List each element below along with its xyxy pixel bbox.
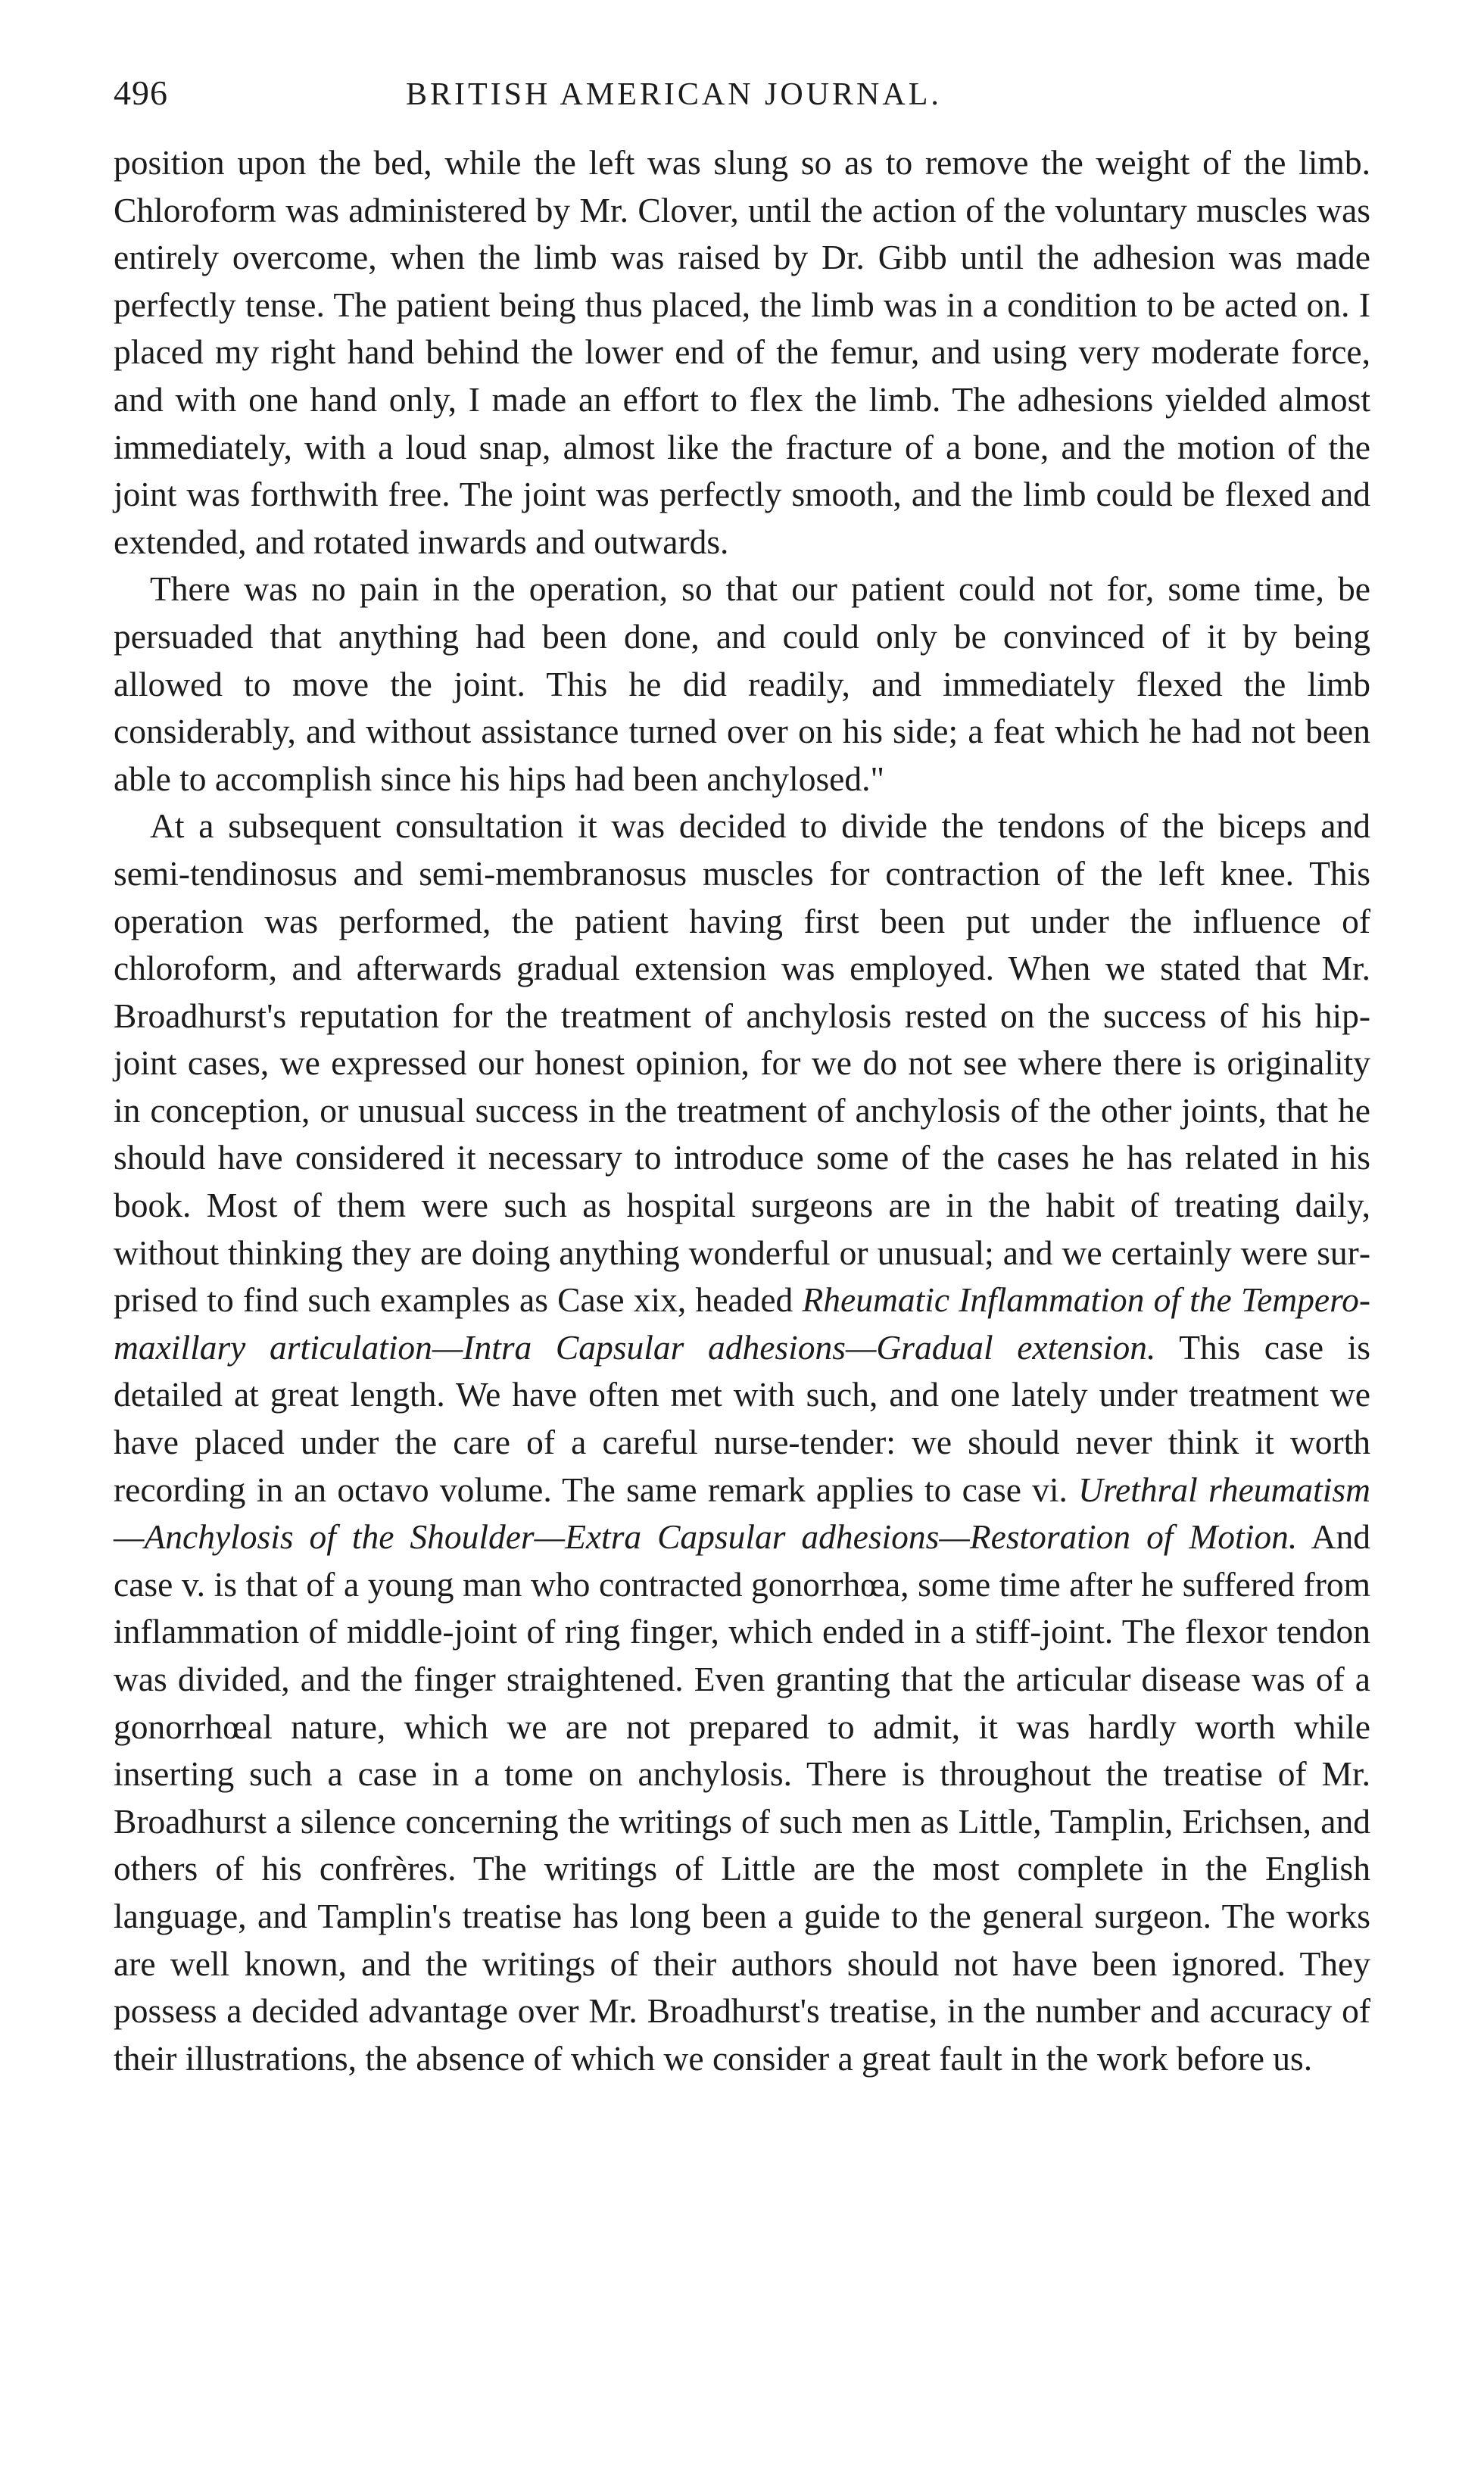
paragraph-3-text-b: This case is detailed at great length. We have often met with such, and one lately under treatment we have placed under the care of a careful nurse-tender: we should never think it worth recording in an octavo volume. The same remark applies to case vi. <box>114 1327 1370 1509</box>
running-head: BRITISH AMERICAN JOURNAL. <box>406 77 942 112</box>
paragraph-1: position upon the bed, while the left was slung so as to remove the weight of the limb. Chloroform was administered by Mr. Clover, until the action of the voluntary muscles was entirely overcome, when the limb was raised by Dr. Gibb until the adhesion was made perfectly tense. The patient being thus placed, the limb was in a condition to be acted on. I placed my right hand behind the lower end of the femur, and using very moderate force, and with one hand only, I made an effort to flex the limb. The adhesions yielded almost immediately, with a loud snap, almost like the fracture of a bone, and the motion of the joint was forthwith free. The joint was perfectly smooth, and the limb could be flexed and extended, and rotated inwards and outwards. <box>114 143 1370 561</box>
paragraph-2: There was no pain in the operation, so that our patient could not for, some time, be persuaded that anything had been done, and could only be convinced of it by being allowed to move the joint. This he did readily, and immediately flexed the limb considerably, and without assistance turned over on his side; a feat which he had not been able to accomplish since his hips had been anchylosed." <box>114 569 1370 798</box>
paragraph-3 <box>114 803 1370 2082</box>
article-body <box>114 139 1370 2082</box>
paragraph-3-text-a: At a subsequent consultation it was decided to divide the tendons of the biceps and semi-tendinosus and semi-membranosus muscles for contraction of the left knee. This operation was performed, the patient having first been put under the influence of chloroform, and afterwards gradual extension was employed. When we stated that Mr. Broadhurst's reputation for the treatment of anchylosis rested on the success of his hip-joint cases, we expressed our honest opinion, for we do not see where there is originality in conception, or unusual success in the treatment of anchylosis of the other joints, that he should have considered it necessary to introduce some of the cases he has related in his book. Most of them were such as hospital surgeons are in the habit of treating daily, without thinking they are doing anything wonderful or unusual; and we certainly were surprised to find such examples as Case xix, headed <box>114 806 1370 1320</box>
case-vi-title: Urethral rheumatism—Anchylosis of the Shoulder—Extra Capsular adhesions—Restoration of Motion. <box>114 1470 1371 1557</box>
paragraph-3-text-c: And case v. is that of a young man who contracted gonorrhœa, some time after he suffered from inflammation of middle-joint of ring finger, which ended in a stiff-joint. The flexor tendon was divided, and the finger straightened. Even granting that the articular disease was of a gonorrhœal nature, which we are not prepared to admit, it was hardly worth while inserting such a case in a tome on anchylosis. There is throughout the treatise of Mr. Broadhurst a silence concerning the writings of such men as Little, Tamplin, Erichsen, and others of his confrères. The writings of Little are the most complete in the English language, and Tamplin's treatise has long been a guide to the general surgeon. The works are well known, and the writings of their authors should not have been ignored. They possess a decided advantage over Mr. Broadhurst's treatise, in the number and accuracy of their illustrations, the absence of which we consider a great fault in the work before us. <box>114 1517 1370 2078</box>
page-number: 496 <box>114 73 168 112</box>
case-xix-title: Rheumatic Inflammation of the Tempero-maxillary articulation—Intra Capsular adhesions—Gradual extension. <box>114 1280 1370 1367</box>
page-header <box>114 73 1370 118</box>
